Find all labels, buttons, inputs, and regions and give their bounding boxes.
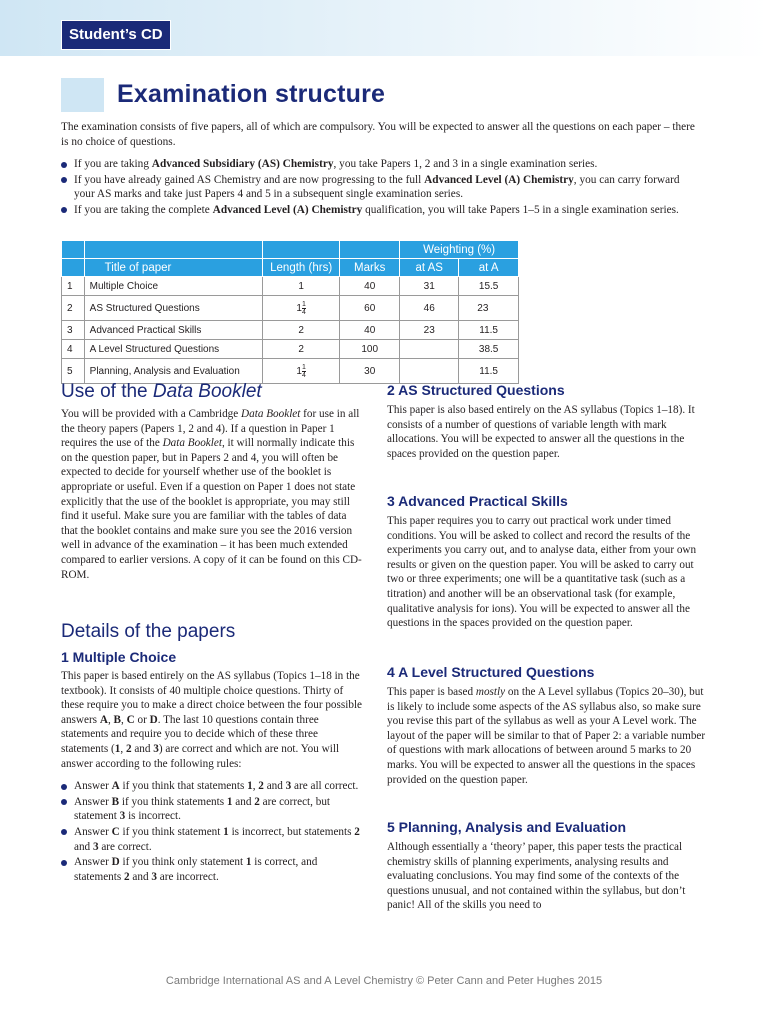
page-title: Examination structure: [117, 80, 386, 108]
table-row: 2 AS Structured Questions 1 $\frac{1}{4}$ 60 46 23: [62, 296, 519, 321]
details-section: [61, 620, 366, 885]
page-footer: Cambridge International AS and A Level Chemistry © Peter Cann and Peter Hughes 2015: [165, 975, 603, 987]
paper3-heading: 3 Advanced Practical Skills: [387, 493, 568, 509]
booklet-heading: Use of the Data Booklet: [61, 381, 262, 402]
left-column: [61, 380, 366, 582]
paper2-heading: 2 AS Structured Questions: [387, 382, 565, 398]
table-header-blank: [84, 241, 262, 259]
paper5-section: [387, 818, 707, 913]
paper4-text: This paper is based mostly on the A Level syllabus (Topics 20–30), but is likely to include some aspects of the AS syllabus also, so make sure you revise this part of the syllabus as well as your A Level work. The layout of the paper will be similar to that of Paper 2: a variable number of questions with mark allocations of between around 5 marks to 20 marks. You will be expected to answer all the questions in the spaces provided on the question paper.: [387, 686, 706, 786]
header-as: at AS: [400, 259, 459, 277]
length-fraction: 1 $\frac{1}{4}$: [263, 359, 340, 384]
table-header-blank: [340, 241, 400, 259]
list-item: Answer B if you think statements 1 and 2 are correct, but statement 3 is incorrect.: [61, 795, 366, 824]
table-row: 5 Planning, Analysis and Evaluation 1 $\frac{1}{4}$ 30 11.5: [62, 359, 519, 384]
table-row: 4 A Level Structured Questions 2 100 38.5: [62, 340, 519, 359]
details-heading: Details of the papers: [61, 621, 236, 642]
list-item: Answer D if you think only statement 1 is correct, and statements 2 and 3 are incorrect.: [61, 855, 366, 884]
paper4-section: [387, 663, 707, 787]
table-header-blank: [62, 241, 85, 259]
header-a: at A: [459, 259, 519, 277]
paper1-text: This paper is based entirely on the AS syllabus (Topics 1–18 in the textbook). It consists of 40 multiple choice questions. Thirty of these require you to make a direct choice between the four possible answers A, B, C or D. The last 10 questions contain three statements and require you to decide which of these three statements (1, 2 and 3) are correct and which are not. You will answer according to the following rules:: [61, 670, 363, 770]
table-header-blank: [62, 259, 85, 277]
papers-table: [61, 240, 519, 384]
table-row: 1 Multiple Choice 1 40 31 15.5: [62, 277, 519, 296]
header-title: Title of paper: [84, 259, 262, 277]
list-item: Answer A if you think that statements 1, 2 and 3 are all correct.: [61, 779, 366, 794]
list-item: Answer C if you think statement 1 is incorrect, but statements 2 and 3 are correct.: [61, 825, 366, 854]
paper4-heading: 4 A Level Structured Questions: [387, 664, 595, 680]
list-item: If you are taking Advanced Subsidiary (AS) Chemistry, you take Papers 1, 2 and 3 in a single examination series.: [61, 157, 701, 172]
header-marks: Marks: [340, 259, 400, 277]
title-accent-block: [61, 78, 104, 112]
list-item: If you have already gained AS Chemistry and are now progressing to the full Advanced Level (A) Chemistry, you can carry forward your AS marks and take just Papers 4 and 5 in a subsequent single examination series.: [61, 173, 701, 202]
list-item: If you are taking the complete Advanced Level (A) Chemistry qualification, you will take Papers 1–5 in a single examination series.: [61, 203, 701, 218]
paper5-text: Although essentially a ‘theory’ paper, this paper tests the practical chemistry skills of planning experiments, analysing results and evaluating conclusions. You may find some of the contexts of the questions unusual, and not contained within the syllabus, but don’t panic! All of the skills you need to: [387, 841, 686, 912]
intro-bullets: [61, 157, 701, 217]
paper3-text: This paper requires you to carry out practical work under timed conditions. You will be asked to collect and record the results of the experiments you carry out, and to analyse data, either from your own results or given on the question paper. You will be asked to carry out two or three experiments; one will be a quantitative task (such as a titration) and another will be an observational task (for example, qualitative analysis for ions). You will be expected to answer all the questions in the spaces provided on the question paper.: [387, 515, 697, 630]
table-header-blank: [263, 241, 340, 259]
paper1-heading: 1 Multiple Choice: [61, 649, 177, 665]
booklet-text: You will be provided with a Cambridge Data Booklet for use in all the theory papers (Papers 1, 2 and 4). If a question in Paper 1 requires the use of the Data Booklet, it will normally indicate this on the question paper, but in Papers 2 and 4, you will often be expected to decide for yourself whether use of the booklet is appropriate or useful. Even if a question on Paper 1 does not state explicitly that the use of the booklet is appropriate, you may still find it useful. Make sure you are familiar with the tables of data that the booklet contains and make sure you see the 2016 version well in advance of the examination – it has been much extended compared to earlier versions. A copy of it can be found on this CD-ROM.: [61, 408, 362, 581]
intro-paragraph: The examination consists of five papers, all of which are compulsory. You will be expected to answer all the questions on each paper – there is no choice of questions.: [61, 121, 695, 148]
length-fraction: 1 $\frac{1}{4}$: [263, 296, 340, 321]
header-weighting: Weighting (%): [400, 241, 519, 259]
paper5-heading: 5 Planning, Analysis and Evaluation: [387, 819, 627, 835]
students-cd-tag: Student’s CD: [61, 20, 171, 50]
paper3-section: [387, 492, 707, 631]
paper2-text: This paper is also based entirely on the AS syllabus (Topics 1–18). It consists of a number of questions of variable length with mark allocations. You will be expected to answer all the questions in the spaces provided on the question paper.: [387, 404, 695, 460]
paper2-section: [387, 381, 707, 461]
rules-list: [61, 779, 366, 884]
header-length: Length (hrs): [263, 259, 340, 277]
table-row: 3 Advanced Practical Skills 2 40 23 11.5: [62, 321, 519, 340]
intro-section: [61, 120, 701, 219]
